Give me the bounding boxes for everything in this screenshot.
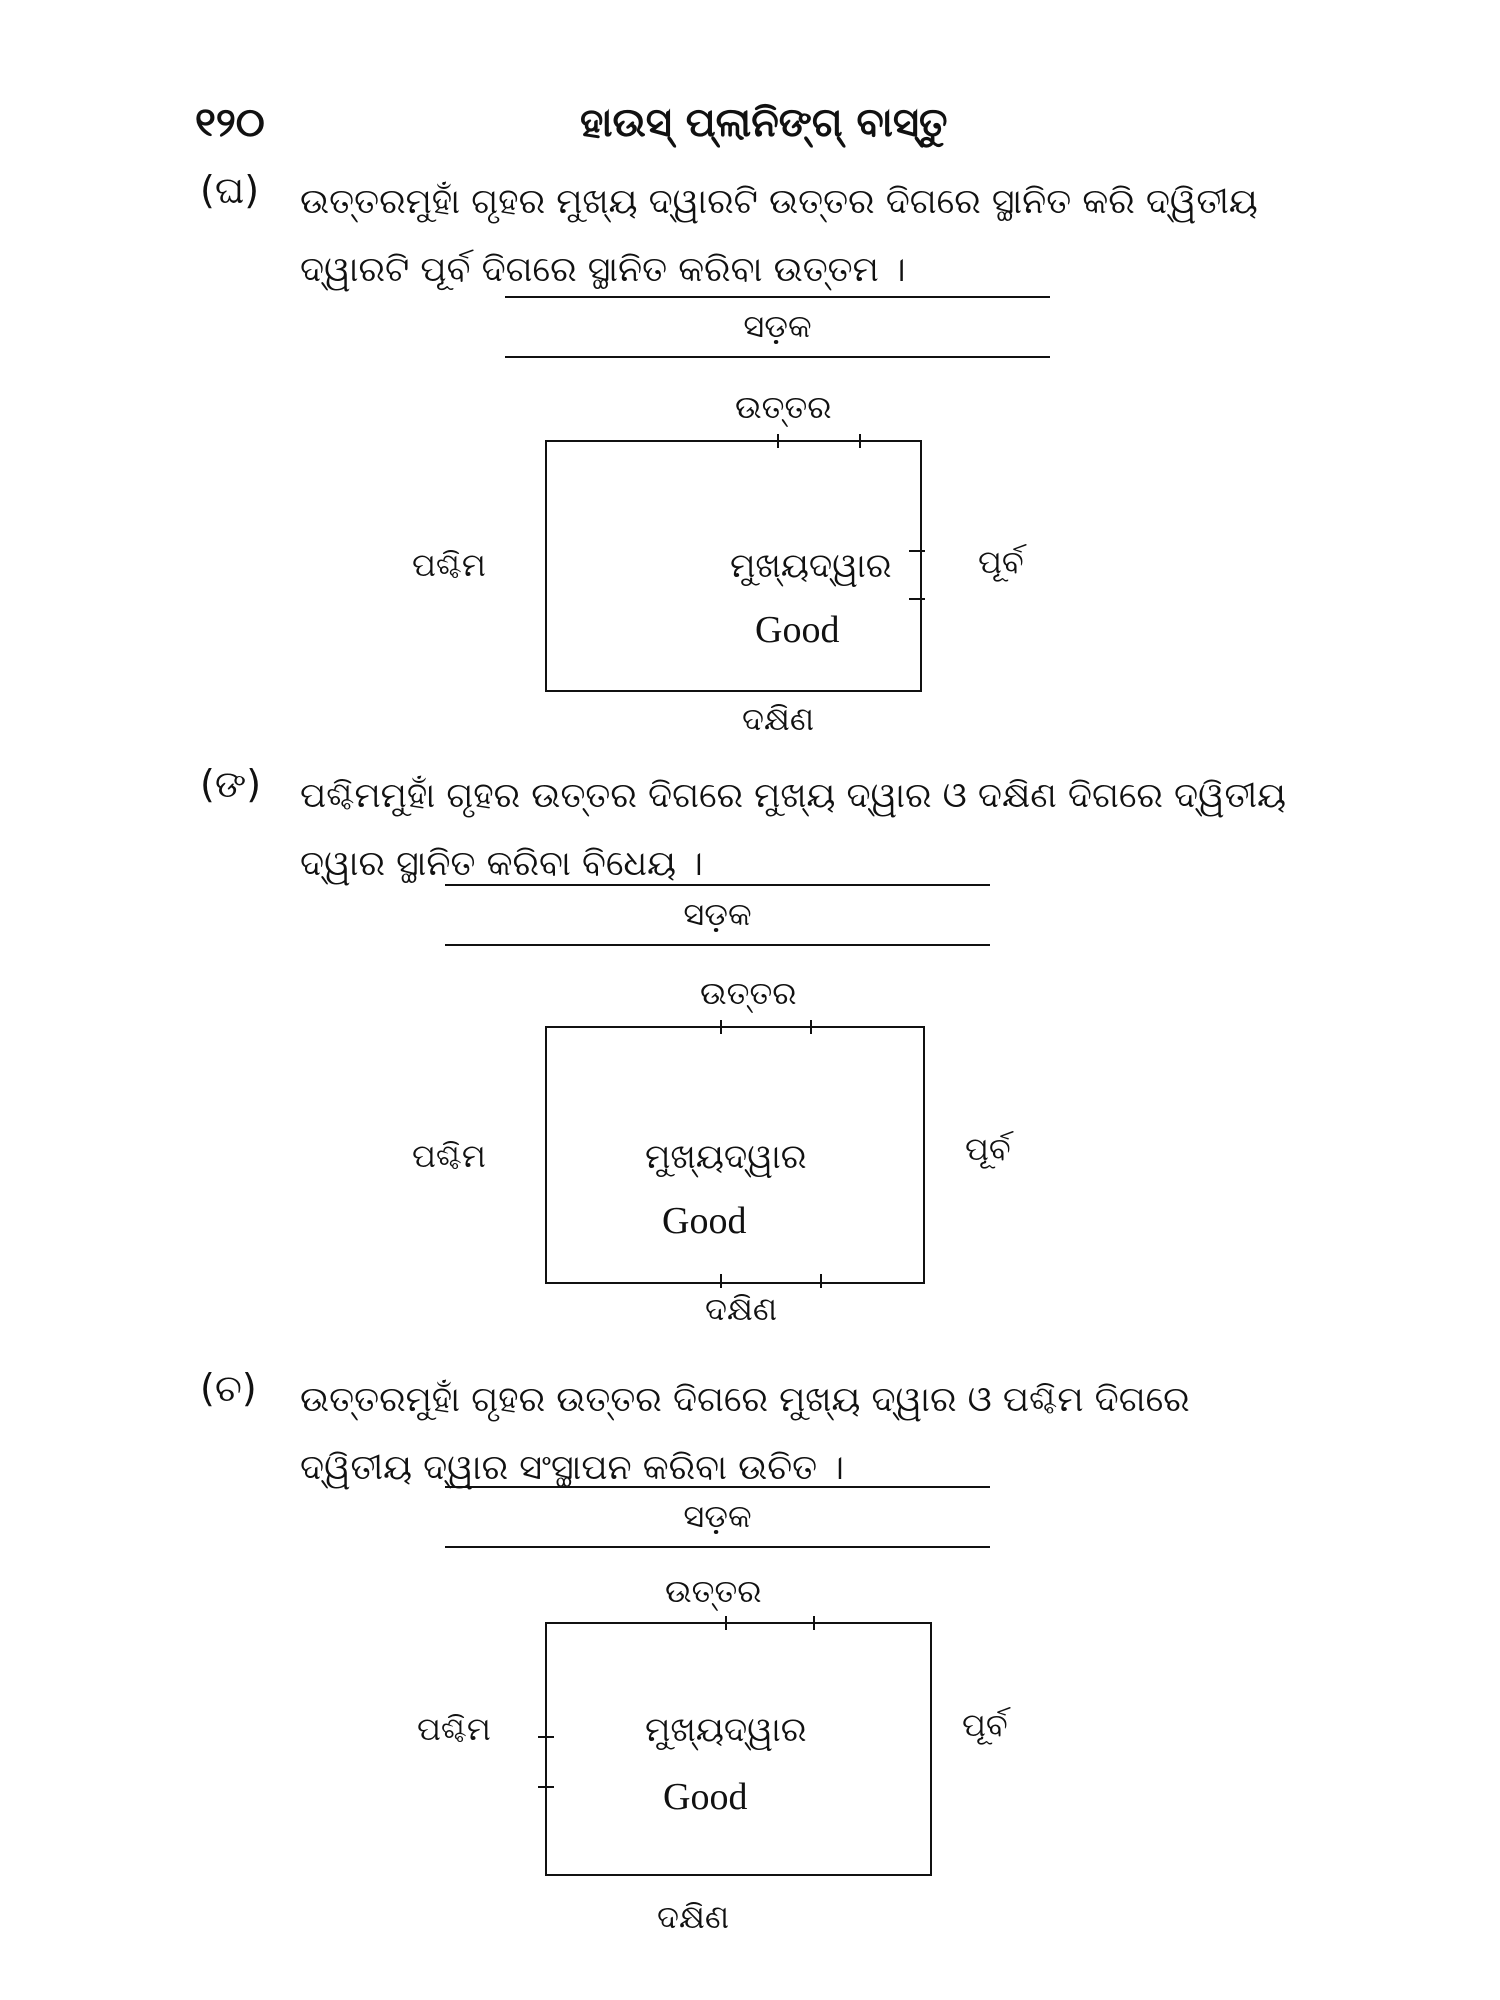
main-door-label: ମୁଖ୍ୟଦ୍ୱାର (645, 1710, 807, 1750)
road-label: ସଡ଼କ (683, 1497, 752, 1535)
main-door-label: ମୁଖ୍ୟଦ୍ୱାର (645, 1137, 807, 1177)
west-label: ପଶ୍ଚିମ (412, 1137, 486, 1175)
door-tick (810, 1020, 812, 1034)
north-label: ଉତ୍ତର (735, 388, 832, 426)
door-tick (720, 1020, 722, 1034)
verdict-label: Good (662, 1200, 747, 1242)
east-label: ପୂର୍ବ (965, 1130, 1011, 1168)
section-cha (0, 1366, 1500, 1946)
door-tick (538, 1736, 554, 1738)
door-tick (859, 434, 861, 448)
item-marker: (ଘ) (200, 168, 260, 212)
section-gha (0, 168, 1500, 738)
main-door-label: ମୁଖ୍ୟଦ୍ୱାର (730, 546, 892, 586)
north-label: ଉତ୍ତର (700, 974, 797, 1012)
door-tick (909, 598, 925, 600)
south-label: ଦକ୍ଷିଣ (705, 1290, 778, 1328)
road-label: ସଡ଼କ (683, 895, 752, 933)
door-tick (813, 1616, 815, 1630)
door-tick (909, 550, 925, 552)
door-tick (720, 1274, 722, 1288)
west-label: ପଶ୍ଚିମ (412, 546, 486, 584)
section-nga (0, 762, 1500, 1342)
east-label: ପୂର୍ବ (978, 543, 1024, 581)
running-title: ହାଉସ୍ ପ୍ଲାନିଙ୍ଗ୍ ବାସ୍ତୁ (580, 100, 948, 146)
verdict-label: Good (755, 609, 840, 651)
door-tick (820, 1274, 822, 1288)
road-band (445, 1486, 990, 1548)
door-tick (538, 1786, 554, 1788)
item-text: ଉତ୍ତରମୁହାଁ ଗୃହର ମୁଖ୍ୟ ଦ୍ୱାରଟି ଉତ୍ତର ଦିଗରେ ସ୍ଥାନିତ କରି ଦ୍ୱିତୀୟ ଦ୍ୱାରଟି ପୂର୍ବ ଦିଗରେ ସ୍ଥାନିତ କରିବା ଉତ୍ତମ । (300, 182, 1258, 290)
road-label: ସଡ଼କ (743, 307, 812, 345)
south-label: ଦକ୍ଷିଣ (742, 700, 815, 738)
verdict-label: Good (663, 1776, 748, 1818)
item-text: ଉତ୍ତରମୁହାଁ ଗୃହର ଉତ୍ତର ଦିଗରେ ମୁଖ୍ୟ ଦ୍ୱାର ଓ ପଶ୍ଚିମ ଦିଗରେ ଦ୍ୱିତୀୟ ଦ୍ୱାର ସଂସ୍ଥାପନ କରିବା ଉଚିତ । (300, 1380, 1190, 1488)
item-marker: (ଙ) (200, 762, 262, 806)
road-band (445, 884, 990, 946)
road-band (505, 296, 1050, 358)
item-marker: (ଚ) (200, 1366, 257, 1410)
north-label: ଉତ୍ତର (665, 1572, 762, 1610)
door-tick (777, 434, 779, 448)
east-label: ପୂର୍ବ (962, 1706, 1008, 1744)
item-text: ପଶ୍ଚିମମୁହାଁ ଗୃହର ଉତ୍ତର ଦିଗରେ ମୁଖ୍ୟ ଦ୍ୱାର ଓ ଦକ୍ଷିଣ ଦିଗରେ ଦ୍ୱିତୀୟ ଦ୍ୱାର ସ୍ଥାନିତ କରିବା ବିଧେୟ । (300, 776, 1286, 884)
page-number: ୧୨୦ (195, 100, 265, 146)
south-label: ଦକ୍ଷିଣ (657, 1898, 730, 1936)
west-label: ପଶ୍ଚିମ (417, 1710, 491, 1748)
door-tick (725, 1616, 727, 1630)
